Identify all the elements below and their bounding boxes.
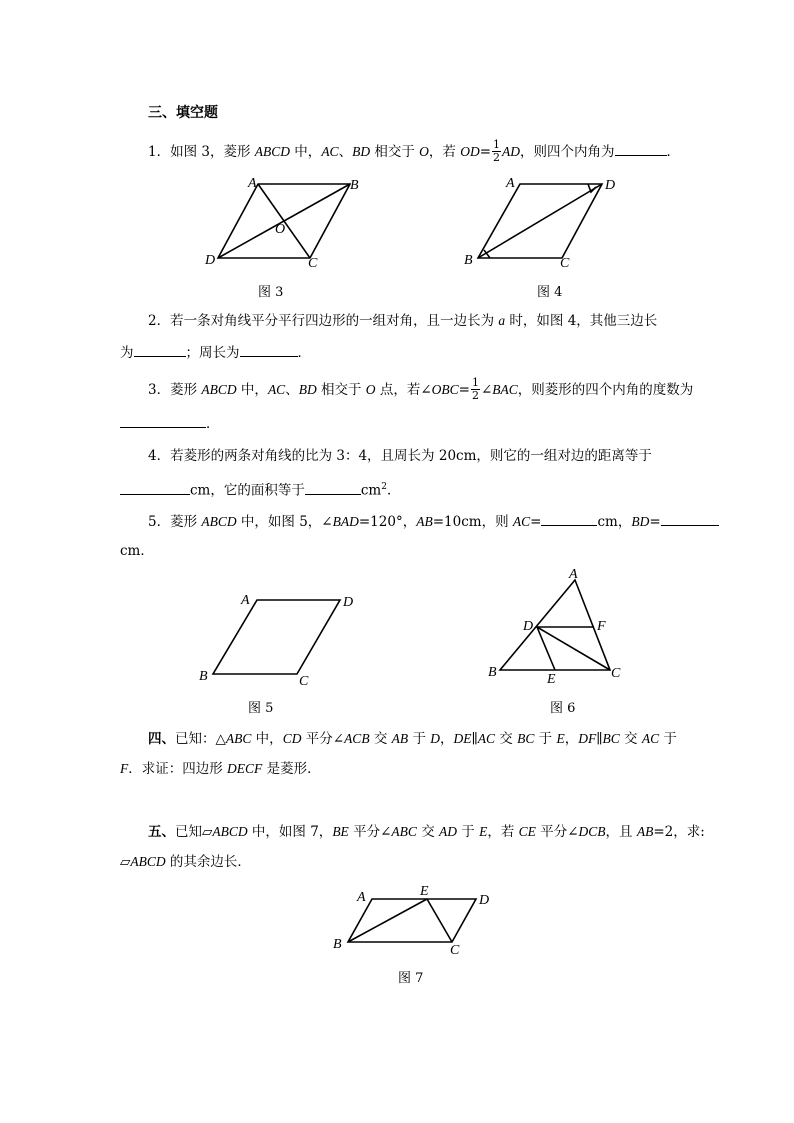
fig4-label-d: D (605, 178, 616, 193)
fig5-label-b: B (199, 669, 208, 684)
fraction-one-half: $\frac{1}{2}$ (493, 138, 501, 164)
figure-4-parallelogram (460, 172, 630, 272)
fraction-one-half: $\frac{1}{2}$ (471, 376, 479, 402)
fig7-caption: 图 7 (398, 971, 424, 986)
fig3-label-d: D (205, 253, 216, 268)
figure-3-rhombus (200, 172, 360, 272)
fig6-label-d: D (523, 619, 534, 634)
figure-7-parallelogram (330, 880, 500, 960)
question-5-line-1: 5．菱形 ABCD 中，如图 5，∠BAD=120°，AB=10cm，则 AC= cm，BD= (148, 512, 794, 531)
question-3-line-1: 3．菱形 ABCD 中，AC、BD 相交于 O 点，若∠OBC= $\frac{1}{2}$ ∠BAC，则菱形的四个内角的度数为 (148, 376, 694, 402)
question-1: 1．如图 3，菱形 ABCD 中，AC、BD 相交于 O，若 OD= $\frac{1}{2}$ AD，则四个内角为 ． (148, 138, 681, 164)
fig4-caption: 图 4 (537, 285, 563, 300)
question-4-line-2: cm，它的面积等于 $cm^2$． (120, 478, 794, 500)
answer-blank[interactable] (615, 142, 667, 156)
answer-blank[interactable] (120, 414, 206, 428)
answer-blank[interactable] (120, 481, 190, 495)
fig5-label-a: A (241, 593, 250, 608)
fig3-label-o: O (275, 222, 286, 237)
fig6-label-a: A (569, 567, 578, 582)
fig6-label-c: C (611, 666, 621, 681)
fig6-caption: 图 6 (550, 701, 576, 716)
answer-blank[interactable] (541, 512, 597, 526)
fig3-label-c: C (308, 256, 318, 271)
question-2-line-1: 2．若一条对角线平分平行四边形的一组对角，且一边长为 a 时，如图 4，其他三边长 (148, 313, 658, 329)
fig6-label-f: F (597, 619, 606, 634)
fig6-label-b: B (488, 665, 497, 680)
fig7-label-d: D (479, 893, 490, 908)
fig4-label-a: A (506, 176, 515, 191)
figure-6-triangle (485, 566, 645, 692)
fig4-label-b: B (464, 253, 473, 268)
fig3-label-a: A (248, 176, 257, 191)
section-5-line-2: ▱ABCD 的其余边长． (120, 854, 251, 870)
section-4-line-1: 四、已知：△ABC 中，CD 平分∠ACB 交 AB 于 D，DE∥AC 交 BC 于 E，DF∥BC 交 AC 于 (148, 731, 677, 747)
fig7-label-b: B (333, 937, 342, 952)
fig5-label-d: D (343, 595, 354, 610)
fig4-label-c: C (560, 256, 570, 271)
question-2-line-2: 为 ；周长为 ． (120, 345, 311, 361)
figure-5-rhombus (195, 588, 375, 688)
question-3-line-2: ． (120, 414, 794, 433)
fig3-caption: 图 3 (258, 285, 284, 300)
fig3-label-b: B (350, 178, 359, 193)
fig6-label-e: E (547, 672, 556, 687)
fig7-label-c: C (450, 943, 460, 958)
fig5-caption: 图 5 (248, 701, 274, 716)
section-4-line-2: F．求证：四边形 DECF 是菱形． (120, 761, 321, 777)
question-5-line-2: cm． (120, 543, 154, 559)
answer-blank[interactable] (661, 512, 719, 526)
fig7-label-a: A (357, 890, 366, 905)
section-title-fill-in: 三、填空题 (148, 105, 218, 121)
fig5-label-c: C (299, 674, 309, 689)
section-5-line-1: 五、已知▱ABCD 中，如图 7，BE 平分∠ABC 交 AD 于 E，若 CE 平分∠DCB，且 AB=2，求: (148, 824, 705, 840)
answer-blank[interactable] (134, 343, 186, 357)
answer-blank[interactable] (305, 481, 361, 495)
answer-blank[interactable] (240, 343, 298, 357)
fig7-label-e: E (420, 884, 429, 899)
question-4-line-1: 4．若菱形的两条对角线的比为 3：4，且周长为 20cm，则它的一组对边的距离等于 (148, 448, 652, 464)
